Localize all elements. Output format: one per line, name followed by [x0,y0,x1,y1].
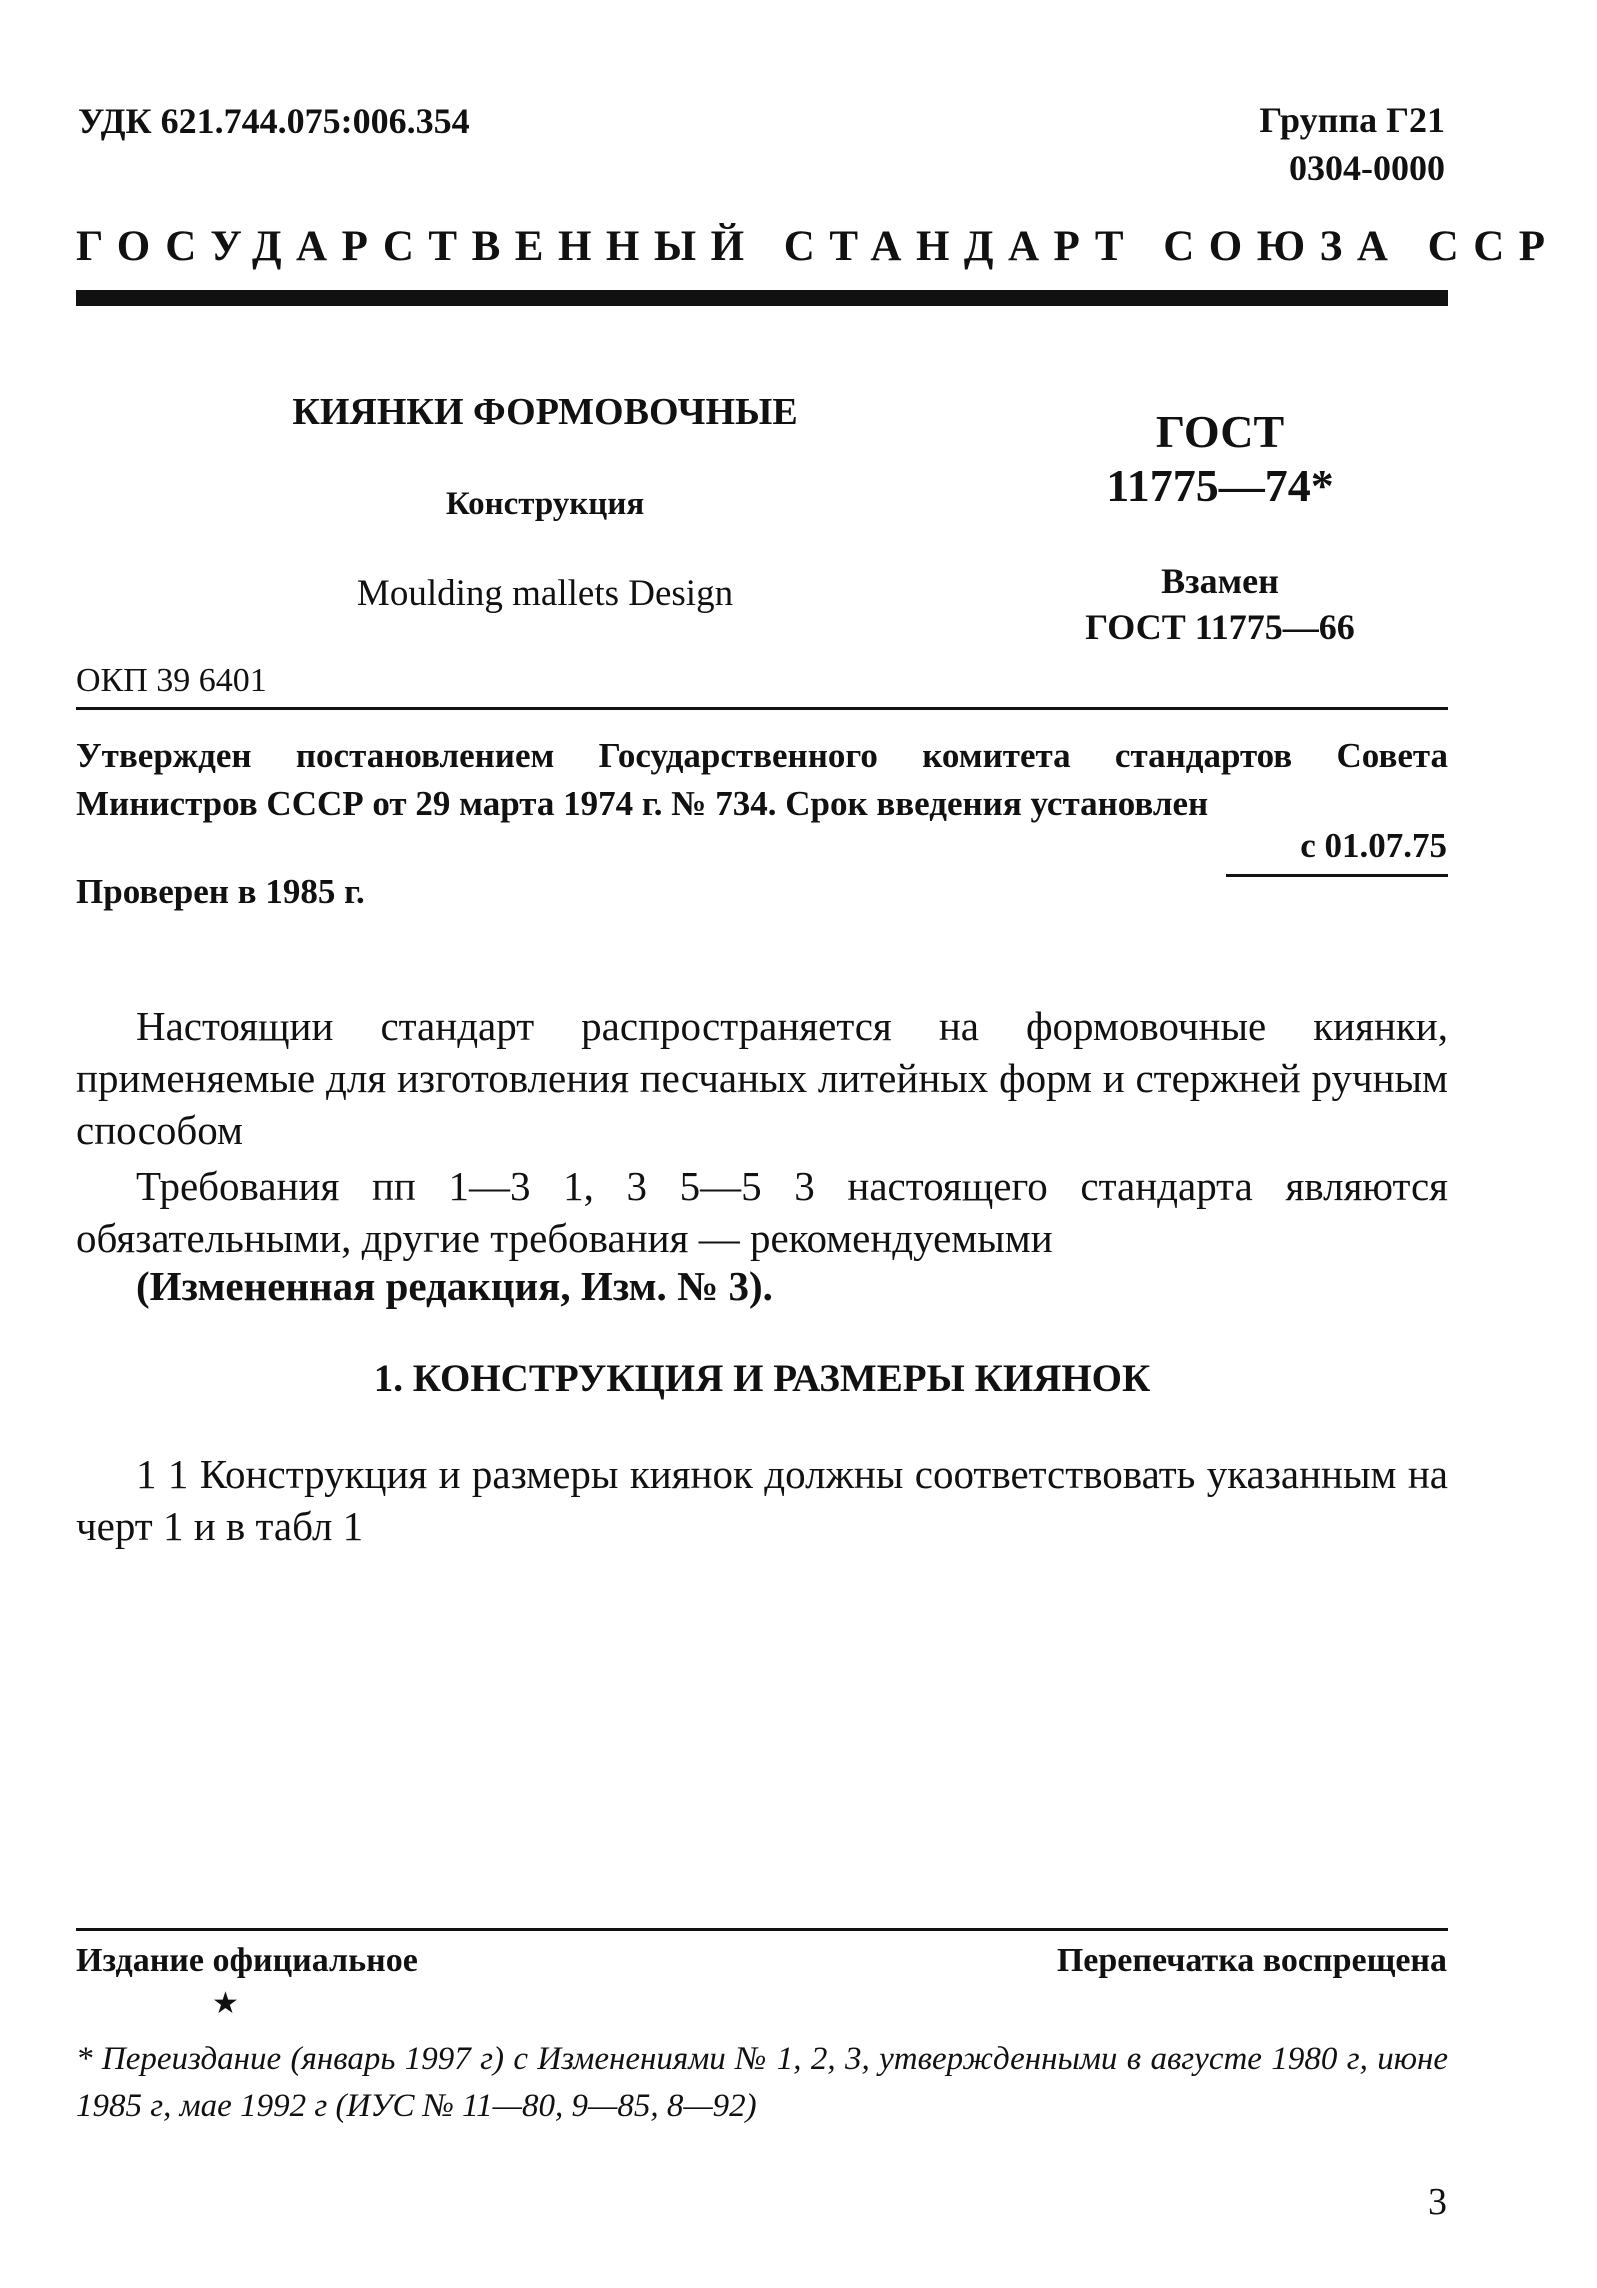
section-heading: 1. КОНСТРУКЦИЯ И РАЗМЕРЫ КИЯНОК [373,1357,1151,1400]
clause-1-1: 1 1 Конструкция и размеры киянок должны соответствовать указанным на черт 1 и в табл 1 [76,1451,1448,1549]
english-title: Moulding mallets Design [356,573,734,614]
checked-year: Проверен в 1985 г. [76,872,365,911]
amendment-note: (Измененная редакция, Изм. № 3). [136,1263,773,1309]
okp-rule [76,707,1448,710]
reprint-prohibited: Перепечатка воспрещена [1056,1942,1447,1979]
replaces-label: Взамен [1161,561,1279,601]
document-title: КИЯНКИ ФОРМОВОЧНЫЕ [292,391,798,433]
replaces-block [1070,558,1370,650]
gost-number: 11775—74* [1106,460,1334,511]
udk-code: УДК 621.744.075:006.354 [78,101,470,141]
group-line-2: 0304-0000 [1289,148,1445,188]
heading-rule [76,290,1448,306]
replaces-value: ГОСТ 11775—66 [1085,607,1355,647]
document-subtitle: Конструкция [445,486,645,522]
gost-label: ГОСТ [1155,406,1285,457]
group-code [1259,96,1445,192]
reissue-footnote: * Переиздание (январь 1997 г) с Изменениями № 1, 2, 3, утвержденными в августе 1980 г, июне 1985 г, мае 1992 г (ИУС № 11—80, 9—85, 8—92) [76,2041,1448,2124]
group-line-1: Группа Г21 [1259,100,1445,140]
gost-designation [1070,405,1370,513]
okp-code: ОКП 39 6401 [76,662,267,699]
footer-rule [76,1928,1448,1931]
state-standard-heading: ГОСУДАРСТВЕННЫЙ СТАНДАРТ СОЮЗА ССР [76,223,1560,270]
scope-paragraph: Настоящии стандарт распространяется на формовочные киянки, применяемые для изготовления песчаных литейных форм и стержней ручным способом [76,1003,1448,1153]
approval-text: Утвержден постановлением Государственного комитета стандартов Совета Министров СССР от 29 марта 1974 г. № 734. Срок введения установлен [76,736,1448,823]
star-icon: ★ [212,1987,239,2020]
requirements-paragraph: Требования пп 1—3 1, 3 5—5 3 настоящего стандарта являются обязательными, другие требования — рекомендуемыми [76,1163,1448,1261]
effective-date: с 01.07.75 [1300,826,1447,865]
date-rule [1226,874,1448,877]
page-number: 3 [1428,2181,1447,2223]
official-edition: Издание официальное [76,1942,418,1979]
